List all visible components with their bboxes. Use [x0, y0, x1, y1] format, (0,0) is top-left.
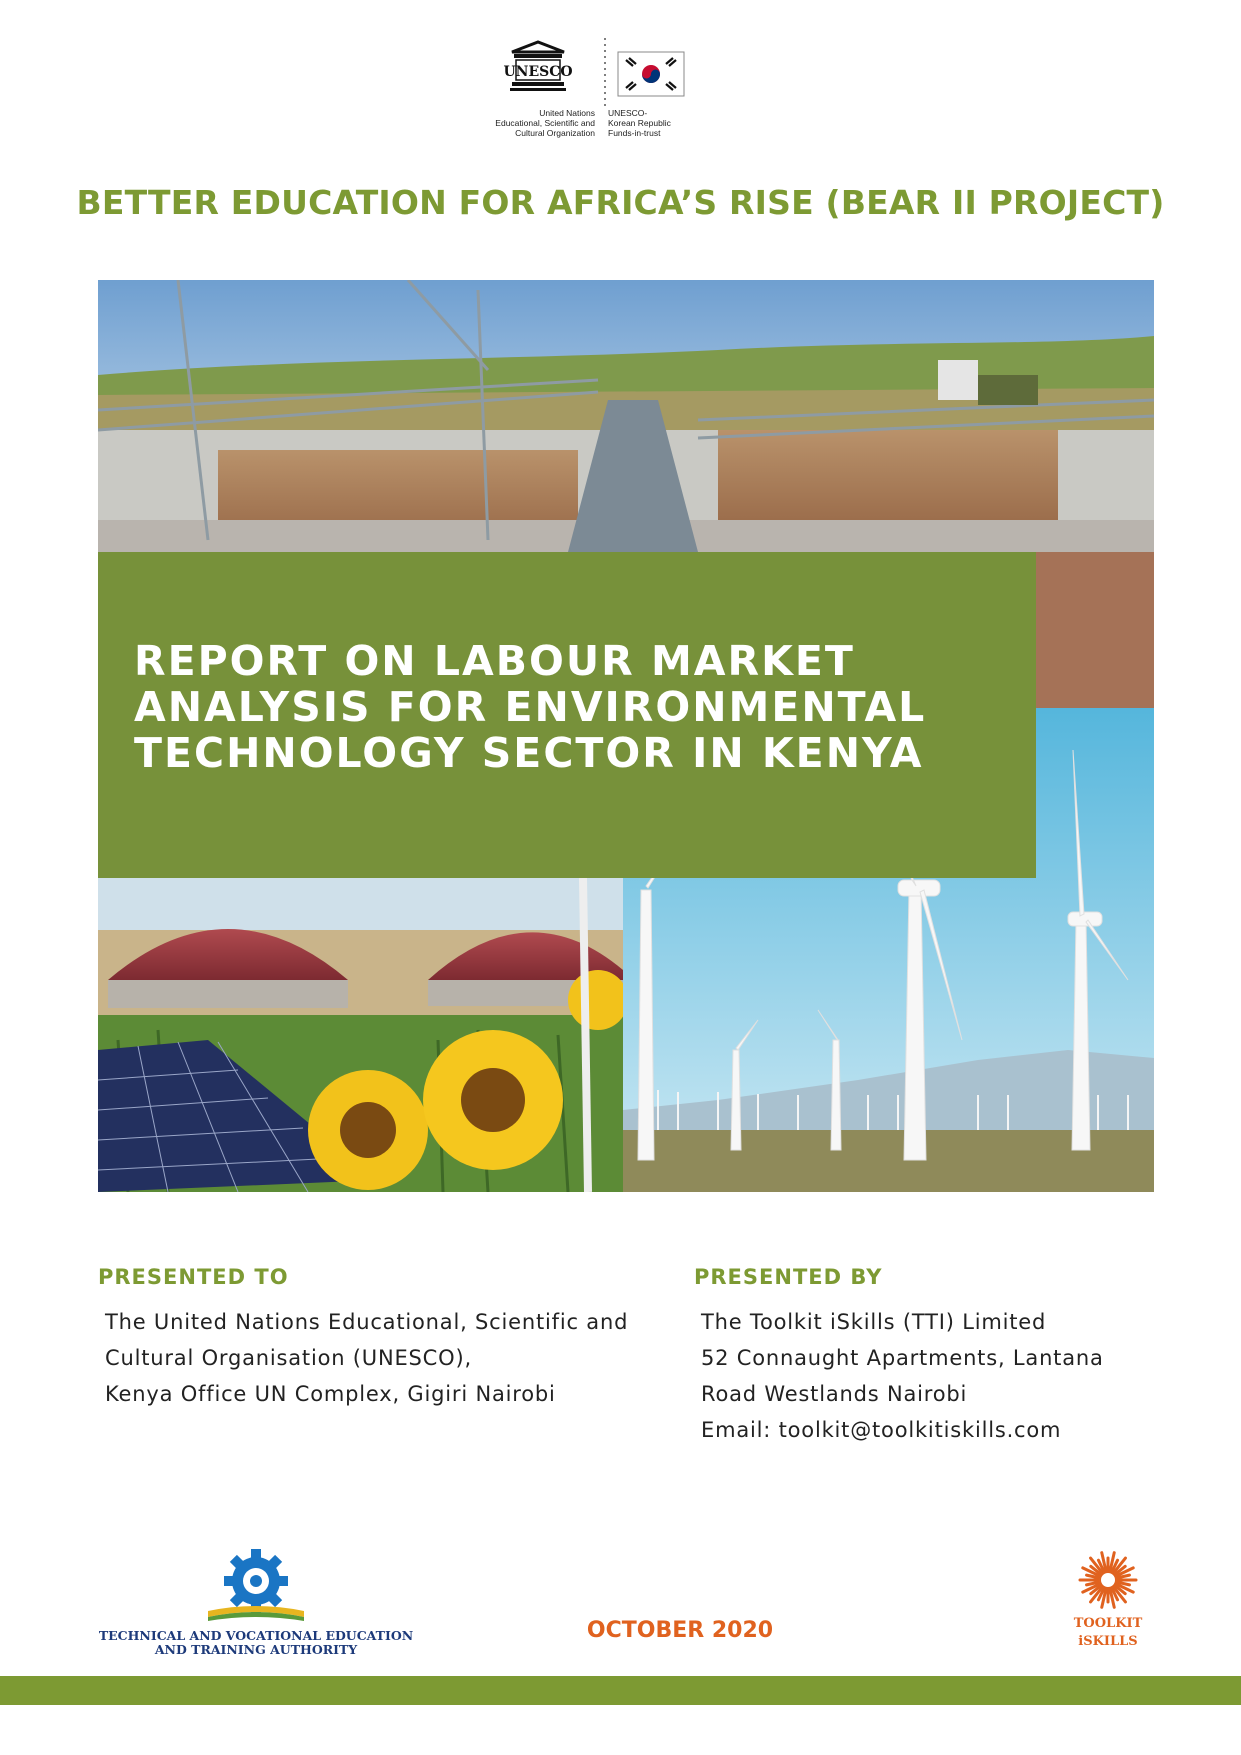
- project-title: BETTER EDUCATION FOR AFRICA’S RISE (BEAR II PROJECT): [76, 183, 1165, 222]
- address-line: The Toolkit iSkills (TTI) Limited: [701, 1310, 1047, 1334]
- toolkit-iskills-logo: [1060, 1548, 1160, 1658]
- presented-by-heading: PRESENTED BY: [694, 1265, 883, 1289]
- address-line: Road Westlands Nairobi: [701, 1382, 968, 1406]
- tveta-logo: [96, 1545, 416, 1665]
- address-line: 52 Connaught Apartments, Lantana: [701, 1346, 1104, 1370]
- water-treatment-photo: [98, 280, 1154, 552]
- email-line: Email: toolkit@toolkitiskills.com: [701, 1418, 1062, 1442]
- biogas-solar-photo: [98, 878, 628, 1192]
- footer-bar: [0, 1676, 1241, 1705]
- address-line: The United Nations Educational, Scientific and: [105, 1310, 629, 1334]
- unesco-name-text: United Nations Educational, Scientific and Cultural Organization: [495, 108, 595, 138]
- unesco-korea-logo: [480, 38, 690, 148]
- sunburst-icon: [1060, 1548, 1156, 1614]
- korea-funds-text: UNESCO- Korean Republic Funds-in-trust: [608, 108, 671, 138]
- presented-by-address: [701, 1304, 1201, 1448]
- report-date: OCTOBER 2020: [586, 1618, 774, 1643]
- title-banner: [98, 552, 1036, 878]
- gear-book-icon: [96, 1545, 416, 1629]
- presented-to-heading: PRESENTED TO: [98, 1265, 289, 1289]
- presented-to-address: [105, 1304, 705, 1412]
- toolkit-name: TOOLKIT iSKILLS: [1073, 1616, 1143, 1649]
- water-detail-photo: [1036, 552, 1154, 708]
- report-title: REPORT ON LABOUR MARKET ANALYSIS FOR ENVIRONMENTAL TECHNOLOGY SECTOR IN KENYA: [134, 637, 927, 777]
- svg-text:UNESCO: UNESCO: [503, 64, 573, 80]
- address-line: Cultural Organisation (UNESCO),: [105, 1346, 472, 1370]
- address-line: Kenya Office UN Complex, Gigiri Nairobi: [105, 1382, 556, 1406]
- unesco-temple-icon: [480, 38, 690, 108]
- tveta-name: TECHNICAL AND VOCATIONAL EDUCATION AND TRAINING AUTHORITY: [98, 1628, 414, 1657]
